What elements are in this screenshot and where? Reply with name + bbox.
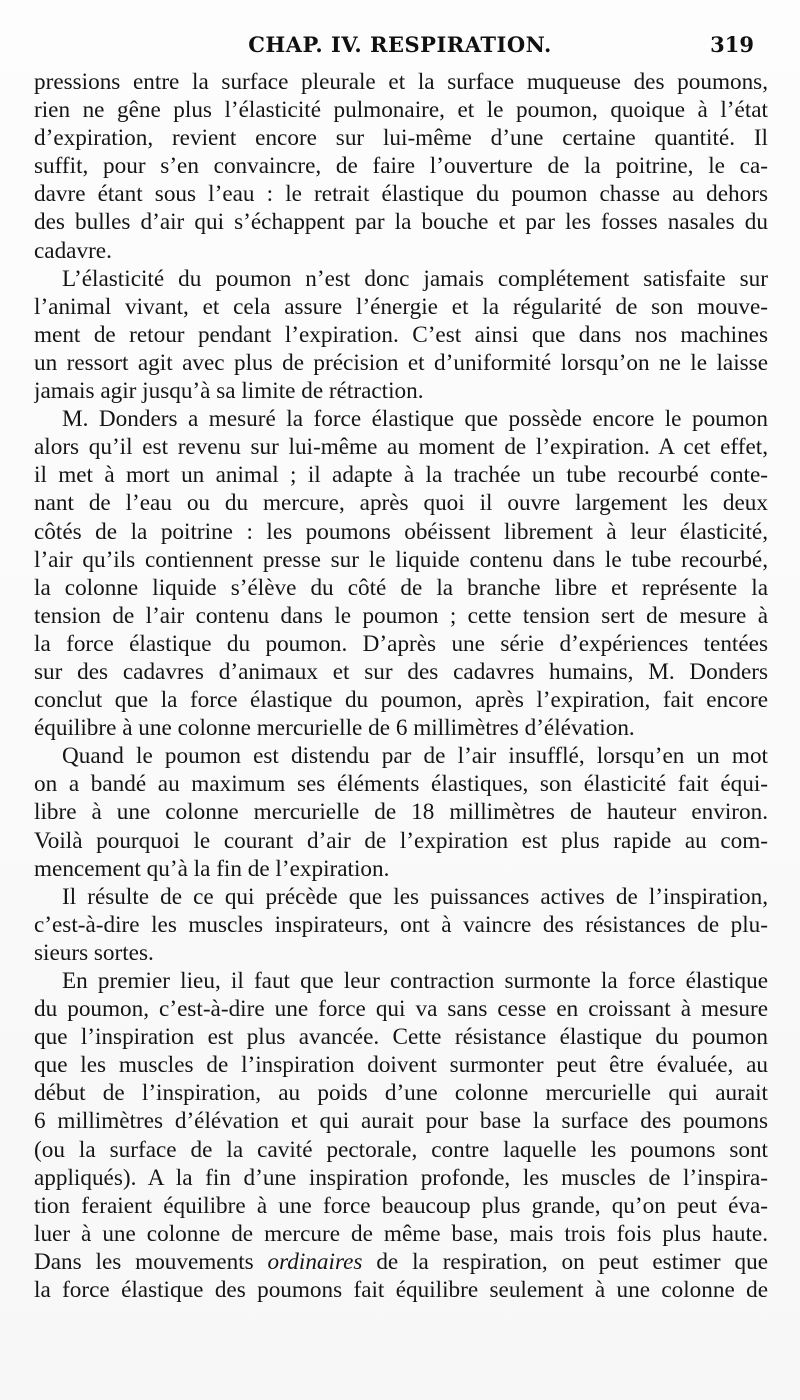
text-line: mencement qu’à la fin de l’expiration. — [34, 855, 390, 882]
text-line: nant de l’eau ou du mercure, après quoi il ouvre largement les deux — [34, 490, 768, 517]
text-line: on a bandé au maximum ses éléments élastiques, son élasticité fait équi- — [34, 771, 768, 798]
text-line: jamais agir jusqu’à sa limite de rétraction. — [34, 378, 424, 405]
text-line: ment de retour pendant l’expiration. C’est ainsi que dans nos machines — [34, 321, 768, 348]
text-line: rien ne gêne plus l’élasticité pulmonaire, et le poumon, quoique à l’état — [34, 97, 768, 124]
text-line: équilibre à une colonne mercurielle de 6 millimètres d’élévation. — [34, 715, 635, 742]
text-line — [34, 1248, 768, 1276]
text-line: d’expiration, revient encore sur lui-même d’une certaine quantité. Il — [34, 125, 768, 152]
emphasis: ordinaires — [267, 1248, 363, 1275]
text-line: début de l’inspiration, au poids d’une colonne mercurielle qui aurait — [34, 1080, 768, 1107]
text-line: que l’inspiration est plus avancée. Cette résistance élastique du poumon — [34, 1024, 768, 1051]
text-line: un ressort agit avec plus de précision et d’uniformité lorsqu’on ne le laisse — [34, 349, 768, 376]
text-line: l’air qu’ils contiennent presse sur le liquide contenu dans le tube recourbé, — [34, 546, 768, 573]
text-line: des bulles d’air qui s’échappent par la bouche et par les fosses nasales du — [34, 209, 768, 236]
text-line: appliqués). A la fin d’une inspiration profonde, les muscles de l’inspira- — [34, 1164, 768, 1191]
text-line: il met à mort un animal ; il adapte à la trachée un tube recourbé conte- — [34, 462, 768, 489]
text-line: Quand le poumon est distendu par de l’air insufflé, lorsqu’en un mot — [62, 743, 768, 770]
text-line: l’animal vivant, et cela assure l’énergie et la régularité de son mouve- — [34, 293, 768, 320]
text-line: c’est-à-dire les muscles inspirateurs, ont à vaincre des résistances de plu- — [34, 911, 768, 938]
text-line: libre à une colonne mercurielle de 18 millimètres de hauteur environ. — [34, 799, 768, 826]
text-line: tension de l’air contenu dans le poumon ; cette tension sert de mesure à — [34, 602, 768, 629]
text-line: la colonne liquide s’élève du côté de la branche libre et représente la — [34, 574, 768, 601]
page-header — [0, 30, 800, 64]
text-line: En premier lieu, il faut que leur contraction surmonte la force élastique — [62, 968, 768, 994]
text-line: sieurs sortes. — [34, 939, 154, 966]
text-line: alors qu’il est revenu sur lui-même au moment de l’expiration. A cet effet, — [34, 434, 768, 461]
text-line: cadavre. — [34, 237, 112, 264]
text-line: suffit, pour s’en convaincre, de faire l’ouverture de la poitrine, le ca- — [34, 153, 768, 180]
text-line: côtés de la poitrine : les poumons obéissent librement à leur élasticité, — [34, 518, 768, 545]
text-line: M. Donders a mesuré la force élastique que possède encore le poumon — [62, 406, 768, 433]
text-line: la force élastique du poumon. D’après une série d’expériences tentées — [34, 630, 768, 657]
text-line: sur des cadavres d’animaux et sur des cadavres humains, M. Donders — [34, 658, 768, 685]
text-line: luer à une colonne de mercure de même base, mais trois fois plus haute. — [34, 1220, 768, 1247]
text-segment: de la respiration, on peut estimer que — [362, 1248, 768, 1275]
text-line: que les muscles de l’inspiration doivent surmonter peut être évaluée, au — [34, 1052, 768, 1079]
text-line: tion feraient équilibre à une force beaucoup plus grande, qu’on peut éva- — [34, 1192, 768, 1219]
body-text — [34, 68, 768, 1304]
text-line: davre étant sous l’eau : le retrait élastique du poumon chasse au dehors — [34, 181, 768, 208]
text-line: 6 millimètres d’élévation et qui aurait pour base la surface des poumons — [34, 1108, 768, 1135]
text-line: L’élasticité du poumon n’est donc jamais complétement satisfaite sur — [62, 265, 768, 292]
page-number: 319 — [710, 32, 754, 57]
text-line: pressions entre la surface pleurale et la surface muqueuse des poumons, — [34, 69, 768, 95]
text-line: la force élastique des poumons fait équilibre seulement à une colonne de — [34, 1277, 768, 1304]
text-line: Il résulte de ce qui précède que les puissances actives de l’inspiration, — [62, 883, 768, 910]
text-line: conclut que la force élastique du poumon, après l’expiration, fait encore — [34, 687, 768, 714]
running-title: CHAP. IV. RESPIRATION. — [248, 32, 552, 57]
text-line: (ou la surface de la cavité pectorale, contre laquelle les poumons sont — [34, 1136, 768, 1163]
text-line: du poumon, c’est-à-dire une force qui va sans cesse en croissant à mesure — [34, 996, 768, 1023]
text-segment: Dans les mouvements — [34, 1248, 268, 1275]
text-line: Voilà pourquoi le courant d’air de l’expiration est plus rapide au com- — [34, 827, 768, 854]
